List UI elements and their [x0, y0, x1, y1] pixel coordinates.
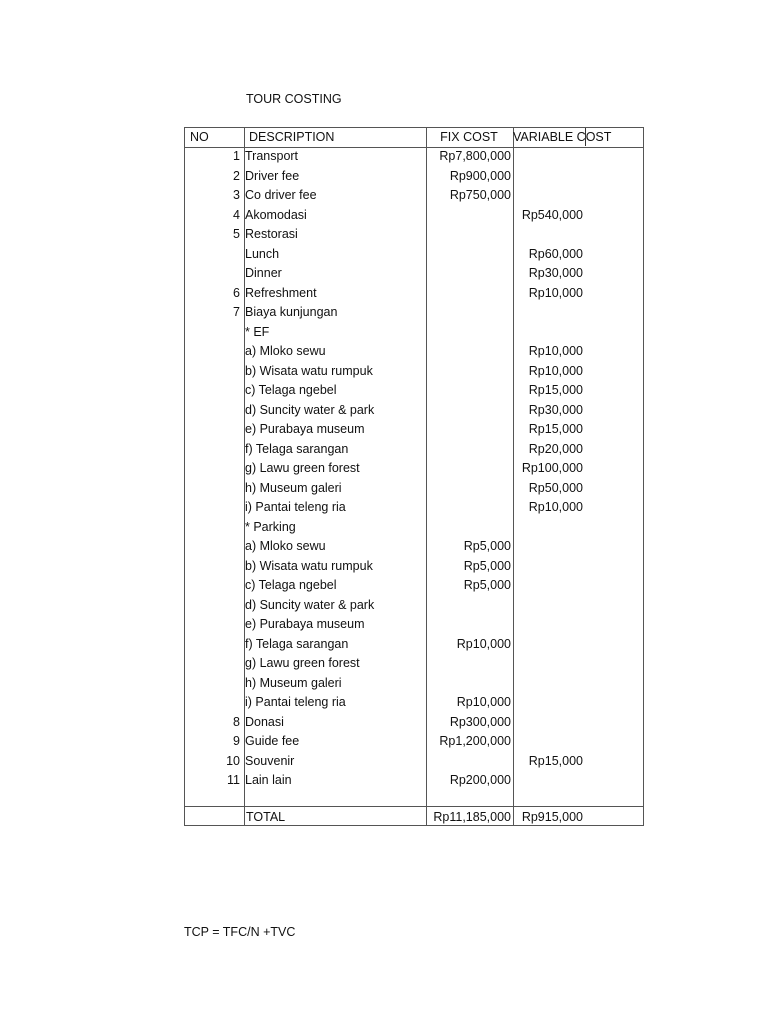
row-number	[184, 362, 240, 382]
table-row	[184, 693, 644, 713]
row-variable-cost	[513, 167, 583, 187]
table-row	[184, 186, 644, 206]
table-row	[184, 479, 644, 499]
row-number: 11	[227, 773, 240, 787]
row-variable-cost	[513, 654, 583, 674]
row-description: Donasi	[245, 714, 284, 729]
table-row	[184, 440, 644, 460]
row-variable-cost: Rp15,000	[528, 753, 583, 768]
row-description: * Parking	[245, 519, 296, 534]
row-fix-cost	[426, 206, 511, 226]
row-fix-cost: Rp5,000	[463, 558, 511, 573]
table-row	[184, 342, 644, 362]
row-description: e) Purabaya museum	[245, 422, 365, 436]
row-variable-cost: Rp30,000	[528, 402, 583, 417]
row-variable-cost	[513, 186, 583, 206]
row-fix-cost	[426, 479, 511, 499]
table-row	[184, 362, 644, 382]
row-variable-cost	[513, 713, 583, 733]
row-fix-cost: Rp5,000	[463, 578, 511, 592]
row-variable-cost	[513, 557, 583, 577]
table-row	[184, 537, 644, 557]
row-number: 10	[226, 753, 240, 768]
row-description: Transport	[245, 149, 299, 163]
row-number	[184, 615, 240, 635]
table-row	[184, 635, 644, 655]
row-fix-cost	[426, 596, 511, 616]
row-number	[184, 557, 240, 577]
costing-table	[184, 127, 644, 828]
row-number	[184, 459, 240, 479]
row-fix-cost: Rp900,000	[449, 168, 511, 183]
row-number	[184, 518, 240, 538]
row-number: 3	[233, 188, 240, 202]
row-variable-cost	[513, 576, 583, 596]
row-fix-cost	[426, 654, 511, 674]
table-body	[184, 147, 644, 791]
row-description: Biaya kunjungan	[245, 305, 338, 319]
row-fix-cost	[426, 381, 511, 401]
row-description: * EF	[245, 324, 270, 339]
table-row	[184, 401, 644, 421]
row-fix-cost: Rp10,000	[456, 636, 511, 651]
table-row	[184, 206, 644, 226]
row-fix-cost: Rp200,000	[449, 773, 511, 787]
row-number	[184, 440, 240, 460]
row-number	[184, 381, 240, 401]
table-row	[184, 459, 644, 479]
row-variable-cost	[513, 537, 583, 557]
header-description: DESCRIPTION	[249, 130, 335, 144]
row-variable-cost	[513, 147, 583, 167]
table-row	[184, 303, 644, 323]
row-description: Lain lain	[245, 773, 292, 787]
row-description: Driver fee	[245, 168, 300, 183]
row-description: h) Museum galeri	[245, 675, 342, 690]
total-label: TOTAL	[246, 809, 286, 824]
row-description: Refreshment	[245, 285, 317, 300]
row-fix-cost	[426, 323, 511, 343]
row-number	[184, 654, 240, 674]
table-row	[184, 323, 644, 343]
pricing-formula: TCP = TFC/N +TVC	[184, 925, 296, 939]
header-no: NO	[190, 130, 209, 144]
row-number	[184, 576, 240, 596]
row-number	[184, 420, 240, 440]
row-number	[184, 635, 240, 655]
table-row	[184, 596, 644, 616]
row-description: d) Suncity water & park	[245, 402, 375, 417]
header-variable-cost: VARIABLE COST	[513, 130, 612, 144]
table-row	[184, 674, 644, 694]
table-row	[184, 557, 644, 577]
table-row	[184, 167, 644, 187]
row-number	[184, 245, 240, 265]
row-fix-cost	[426, 342, 511, 362]
table-row	[184, 284, 644, 304]
row-number	[184, 498, 240, 518]
row-fix-cost	[426, 362, 511, 382]
row-number	[184, 596, 240, 616]
row-variable-cost	[513, 323, 583, 343]
row-number: 2	[233, 168, 240, 183]
header-fix-cost: FIX COST	[440, 130, 498, 144]
table-row	[184, 654, 644, 674]
row-fix-cost	[426, 225, 511, 245]
row-description: a) Mloko sewu	[245, 539, 326, 553]
row-variable-cost	[513, 693, 583, 713]
row-fix-cost	[426, 459, 511, 479]
row-variable-cost	[513, 518, 583, 538]
row-description: Souvenir	[245, 753, 295, 768]
table-row	[184, 245, 644, 265]
row-description: c) Telaga ngebel	[245, 578, 337, 592]
row-description: i) Pantai teleng ria	[245, 500, 346, 514]
row-fix-cost	[426, 245, 511, 265]
row-number	[184, 401, 240, 421]
table-row	[184, 225, 644, 245]
row-number: 7	[233, 305, 240, 319]
row-description: f) Telaga sarangan	[245, 636, 349, 651]
row-variable-cost: Rp60,000	[528, 246, 583, 261]
table-row	[184, 264, 644, 284]
row-description: a) Mloko sewu	[245, 344, 326, 358]
row-variable-cost: Rp10,000	[528, 363, 583, 378]
row-description: e) Purabaya museum	[245, 617, 365, 631]
table-header-row	[184, 127, 644, 147]
row-description: Restorasi	[245, 227, 298, 241]
table-row	[184, 518, 644, 538]
row-number: 6	[233, 285, 240, 300]
row-fix-cost	[426, 518, 511, 538]
row-fix-cost	[426, 674, 511, 694]
table-row	[184, 381, 644, 401]
total-variable-cost: Rp915,000	[521, 809, 583, 824]
total-no-cell	[184, 806, 240, 828]
row-description: b) Wisata watu rumpuk	[245, 558, 373, 573]
row-variable-cost: Rp100,000	[521, 461, 583, 475]
row-variable-cost: Rp50,000	[528, 480, 583, 495]
table-row	[184, 752, 644, 772]
row-number	[184, 323, 240, 343]
table-row	[184, 615, 644, 635]
row-fix-cost: Rp5,000	[463, 539, 511, 553]
table-row	[184, 420, 644, 440]
row-fix-cost	[426, 498, 511, 518]
row-number: 5	[233, 227, 240, 241]
row-number	[184, 264, 240, 284]
row-variable-cost: Rp15,000	[528, 422, 583, 436]
row-variable-cost: Rp10,000	[528, 344, 583, 358]
total-fix-cost: Rp11,185,000	[433, 809, 511, 824]
row-number	[184, 693, 240, 713]
row-number	[184, 674, 240, 694]
table-row	[184, 732, 644, 752]
row-fix-cost	[426, 303, 511, 323]
row-description: i) Pantai teleng ria	[245, 695, 346, 709]
row-variable-cost	[513, 732, 583, 752]
row-variable-cost: Rp10,000	[528, 285, 583, 300]
row-variable-cost: Rp15,000	[528, 383, 583, 397]
row-variable-cost	[513, 635, 583, 655]
table-row	[184, 498, 644, 518]
row-description: Lunch	[245, 246, 280, 261]
row-fix-cost: Rp750,000	[449, 188, 511, 202]
row-fix-cost: Rp7,800,000	[439, 149, 511, 163]
row-description: g) Lawu green forest	[245, 656, 360, 670]
row-number: 1	[233, 149, 240, 163]
row-number: 8	[233, 714, 240, 729]
row-description: h) Museum galeri	[245, 480, 342, 495]
row-description: f) Telaga sarangan	[245, 441, 349, 456]
row-variable-cost	[513, 674, 583, 694]
table-total-row	[184, 806, 644, 828]
row-number	[184, 479, 240, 499]
table-spacer-row	[184, 791, 644, 806]
table-row	[184, 147, 644, 167]
row-fix-cost	[426, 264, 511, 284]
row-variable-cost	[513, 771, 583, 791]
row-description: Guide fee	[245, 734, 300, 748]
row-fix-cost	[426, 440, 511, 460]
row-description: g) Lawu green forest	[245, 461, 360, 475]
row-description: Co driver fee	[245, 188, 317, 202]
row-variable-cost	[513, 615, 583, 635]
row-variable-cost	[513, 596, 583, 616]
row-description: b) Wisata watu rumpuk	[245, 363, 373, 378]
row-number: 9	[233, 734, 240, 748]
document-title: TOUR COSTING	[246, 92, 342, 106]
row-description: Dinner	[245, 266, 282, 280]
row-number	[184, 342, 240, 362]
row-fix-cost	[426, 615, 511, 635]
row-number	[184, 537, 240, 557]
row-fix-cost	[426, 420, 511, 440]
row-fix-cost: Rp10,000	[456, 695, 511, 709]
row-variable-cost	[513, 303, 583, 323]
table-row	[184, 713, 644, 733]
table-row	[184, 771, 644, 791]
row-variable-cost: Rp10,000	[528, 500, 583, 514]
row-number: 4	[233, 207, 240, 222]
row-variable-cost: Rp30,000	[528, 266, 583, 280]
row-variable-cost	[513, 225, 583, 245]
row-description: d) Suncity water & park	[245, 597, 375, 612]
row-variable-cost: Rp20,000	[528, 441, 583, 456]
table-row	[184, 576, 644, 596]
row-fix-cost: Rp300,000	[449, 714, 511, 729]
row-fix-cost	[426, 284, 511, 304]
row-fix-cost	[426, 752, 511, 772]
row-description: c) Telaga ngebel	[245, 383, 337, 397]
row-variable-cost: Rp540,000	[521, 207, 583, 222]
row-description: Akomodasi	[245, 207, 307, 222]
row-fix-cost	[426, 401, 511, 421]
row-fix-cost: Rp1,200,000	[439, 734, 511, 748]
